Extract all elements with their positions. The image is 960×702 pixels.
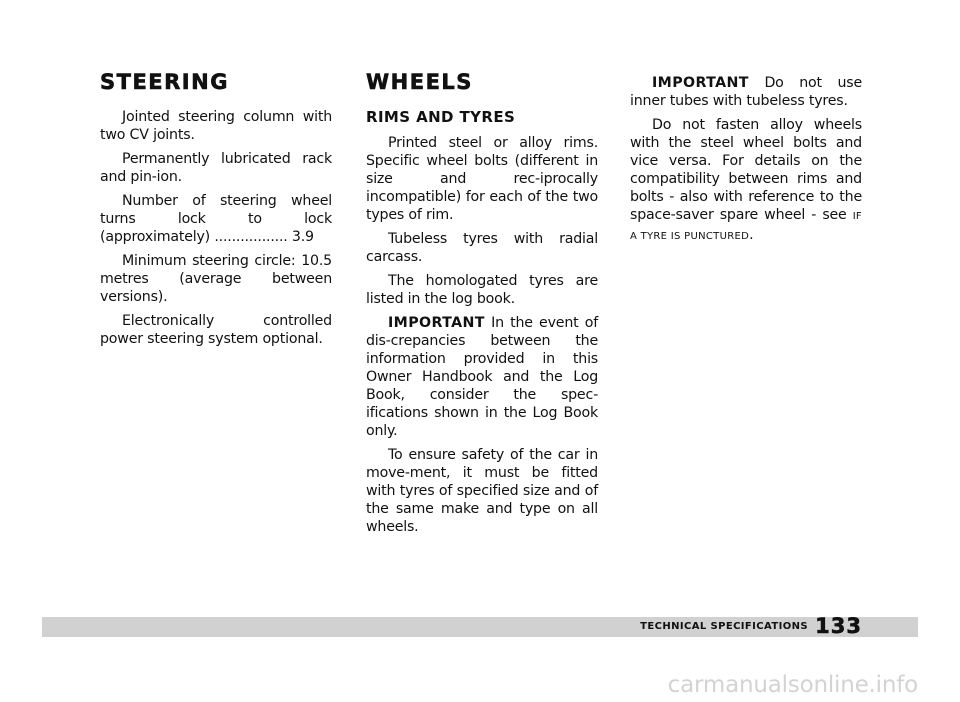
wheels-heading: WHEELS xyxy=(366,70,473,94)
inner-tubes-important-note xyxy=(630,74,862,110)
footer-band xyxy=(42,614,918,638)
steering-paragraph: Permanently lubricated rack and pin-ion. xyxy=(100,151,332,185)
alloy-bolts-paragraph xyxy=(630,116,862,246)
wheels-paragraph: Printed steel or alloy rims. Specific wheel bolts (different in size and rec-iprocally incompatible) for each of the two types of rim. xyxy=(366,135,598,223)
important-label: IMPORTANT xyxy=(652,75,749,91)
steering-paragraph: Jointed steering column with two CV joints. xyxy=(100,109,332,143)
paragraph-end: . xyxy=(749,227,754,243)
steering-section xyxy=(100,70,332,354)
steering-paragraph: Number of steering wheel turns lock to lock (approximately) ................. 3.9 xyxy=(100,193,332,245)
steering-paragraph: Minimum steering circle: 10.5 metres (average between versions). xyxy=(100,253,332,305)
wheels-paragraph: To ensure safety of the car in move-ment, it must be fitted with tyres of specified size and of the same make and type on all wheels. xyxy=(366,447,598,535)
page-number: 133 xyxy=(815,614,862,638)
steering-heading: STEERING xyxy=(100,70,229,94)
important-text: Do not use inner tubes with tubeless tyres. xyxy=(630,75,862,109)
important-label: IMPORTANT xyxy=(388,315,485,331)
important-text: In the event of dis-crepancies between the information provided in this Owner Handbook and the Log Book, consider the spec-ifications shown in the Log Book only. xyxy=(366,315,598,439)
wheels-paragraph: Tubeless tyres with radial carcass. xyxy=(366,231,598,265)
paragraph-text: Do not fasten alloy wheels with the steel wheel bolts and vice versa. For details on the compatibility between rims and bolts - also with reference to the space-saver spare wheel - see xyxy=(630,117,862,223)
watermark: carmanualsonline.info xyxy=(667,672,918,698)
footer-section-label: TECHNICAL SPECIFICATIONS xyxy=(640,621,808,632)
tyre-notes-section xyxy=(630,74,862,252)
wheels-section xyxy=(366,70,598,542)
wheels-paragraph: The homologated tyres are listed in the log book. xyxy=(366,273,598,307)
cross-reference: IF A TYRE IS PUNCTURED xyxy=(630,211,862,242)
wheels-important-note xyxy=(366,314,598,440)
rims-tyres-subheading: RIMS AND TYRES xyxy=(366,108,516,126)
steering-paragraph: Electronically controlled power steering system optional. xyxy=(100,313,332,347)
